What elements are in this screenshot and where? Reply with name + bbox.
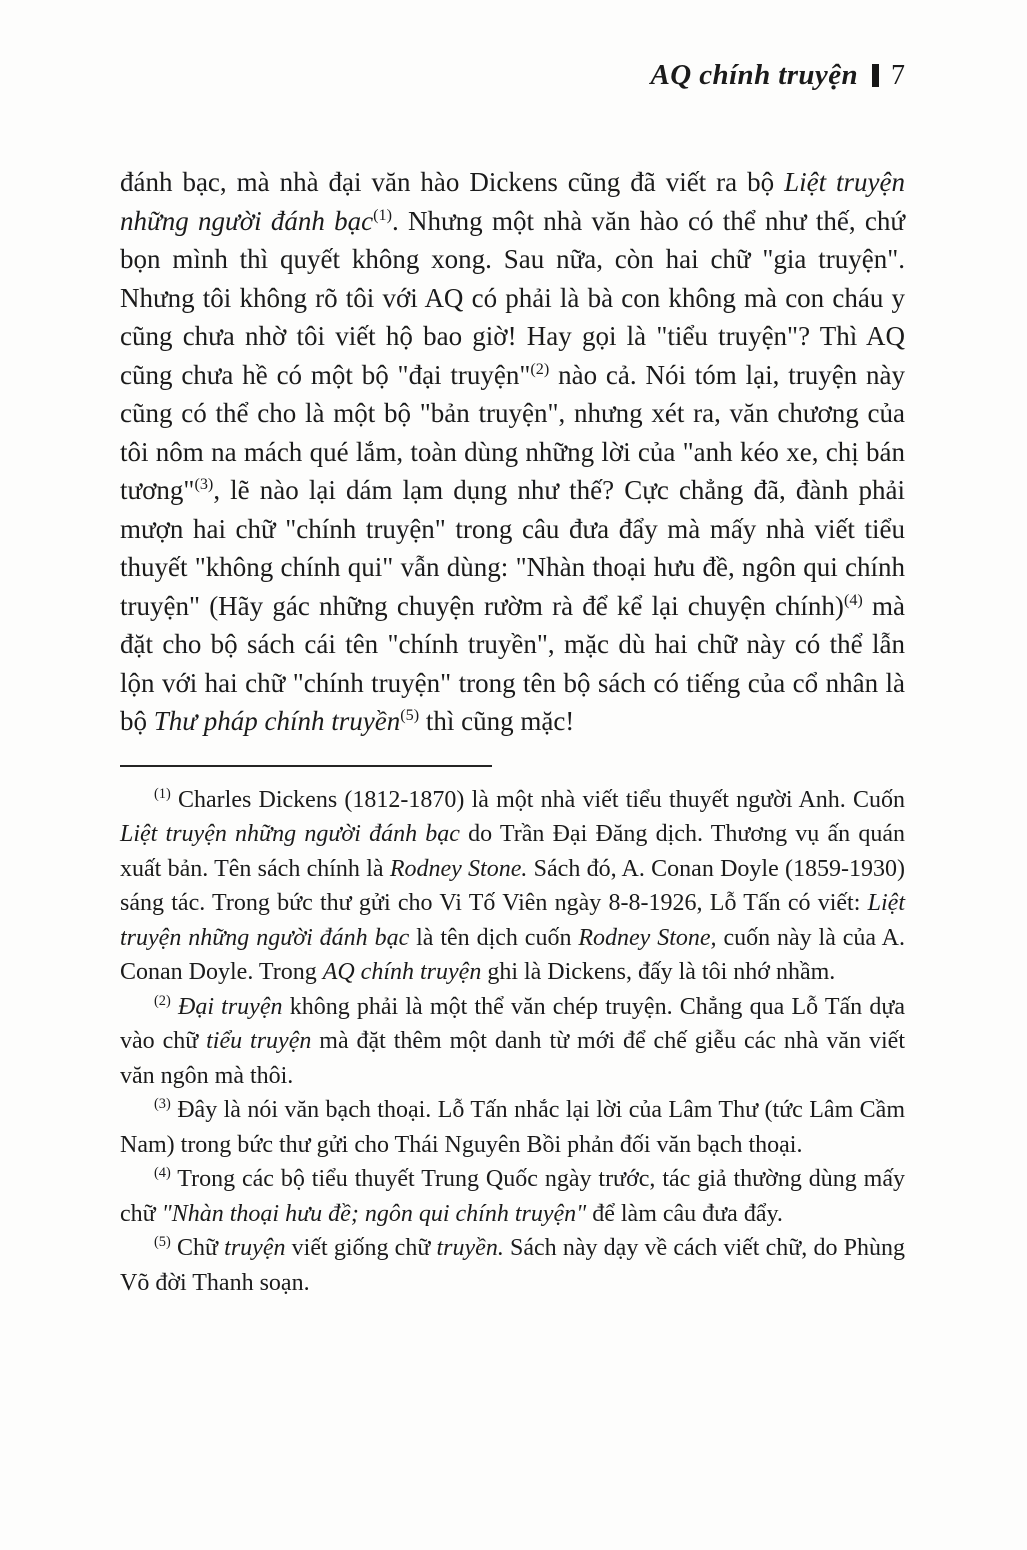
footnote-2: $^{(2)}$ Đại truyện không phải là một thể văn chép truyện. Chẳng qua Lỗ Tấn dựa vào chữ tiểu truyện mà đặt thêm một danh từ mới để chế giễu các nhà văn viết văn ngôn mà thôi.: [120, 992, 906, 1089]
footnote-rule: [120, 765, 492, 767]
page-number: 7: [891, 60, 905, 91]
header-separator-bar: [872, 64, 879, 87]
footnote-4: $^{(4)}$ Trong các bộ tiểu thuyết Trung Quốc ngày trước, tác giả thường dùng mấy chữ "Nhàn thoại hưu đề; ngôn qui chính truyện" để làm câu đưa đẩy.: [120, 1165, 905, 1227]
footnote-5: $^{(5)}$ Chữ truyện viết giống chữ truyền. Sách này dạy về cách viết chữ, do Phùng Võ đời Thanh soạn.: [120, 1234, 906, 1296]
footnotes-section: [120, 783, 905, 1301]
page-header: [120, 58, 905, 93]
running-title: AQ chính truyện: [650, 59, 858, 91]
body-paragraph: đánh bạc, mà nhà đại văn hào Dickens cũng đã viết ra bộ Liệt truyện những người đánh bạc$^{(1)}$. Nhưng một nhà văn hào có thể như thế, chứ bọn mình thì quyết không xong. Sau nữa, còn hai chữ "gia truyện". Nhưng tôi không rõ tôi với AQ có phải là bà con không mà con cháu y cũng chưa nhờ tôi viết hộ bao giờ! Hay gọi là "tiểu truyện"? Thì AQ cũng chưa hề có một bộ "đại truyện"$^{(2)}$ nào cả. Nói tóm lại, truyện này cũng có thể cho là một bộ "bản truyện", nhưng xét ra, văn chương của tôi nôm na mách qué lắm, toàn dùng những lời của "anh kéo xe, chị bán tương"$^{(3)}$, lẽ nào lại dám lạm dụng như thế? Cực chẳng đã, đành phải mượn hai chữ "chính truyện" trong câu đưa đẩy mà mấy nhà viết tiểu thuyết "không chính qui" vẫn dùng: "Nhàn thoại hưu đề, ngôn qui chính truyện" (Hãy gác những chuyện rườm rà để kể lại chuyện chính)$^{(4)}$ mà đặt cho bộ sách cái tên "chính truyền", mặc dù hai chữ này có thể lẫn lộn với hai chữ "chính truyện" trong tên bộ sách có tiếng của cổ nhân là bộ Thư pháp chính truyền$^{(5)}$ thì cũng mặc!: [120, 167, 906, 736]
footnote-1: $^{(1)}$ Charles Dickens (1812-1870) là một nhà viết tiểu thuyết người Anh. Cuốn Liệt truyện những người đánh bạc do Trần Đại Đăng dịch. Thương vụ ấn quán xuất bản. Tên sách chính là Rodney Stone. Sách đó, A. Conan Doyle (1859-1930) sáng tác. Trong bức thư gửi cho Vi Tố Viên ngày 8-8-1926, Lỗ Tấn có viết: Liệt truyện những người đánh bạc là tên dịch cuốn Rodney Stone, cuốn này là của A. Conan Doyle. Trong AQ chính truyện ghi là Dickens, đấy là tôi nhớ nhầm.: [120, 785, 906, 985]
footnote-3: $^{(3)}$ Đây là nói văn bạch thoại. Lỗ Tấn nhắc lại lời của Lâm Thư (tức Lâm Cầm Nam) trong bức thư gửi cho Thái Nguyên Bồi phản đối văn bạch thoại.: [120, 1096, 905, 1158]
